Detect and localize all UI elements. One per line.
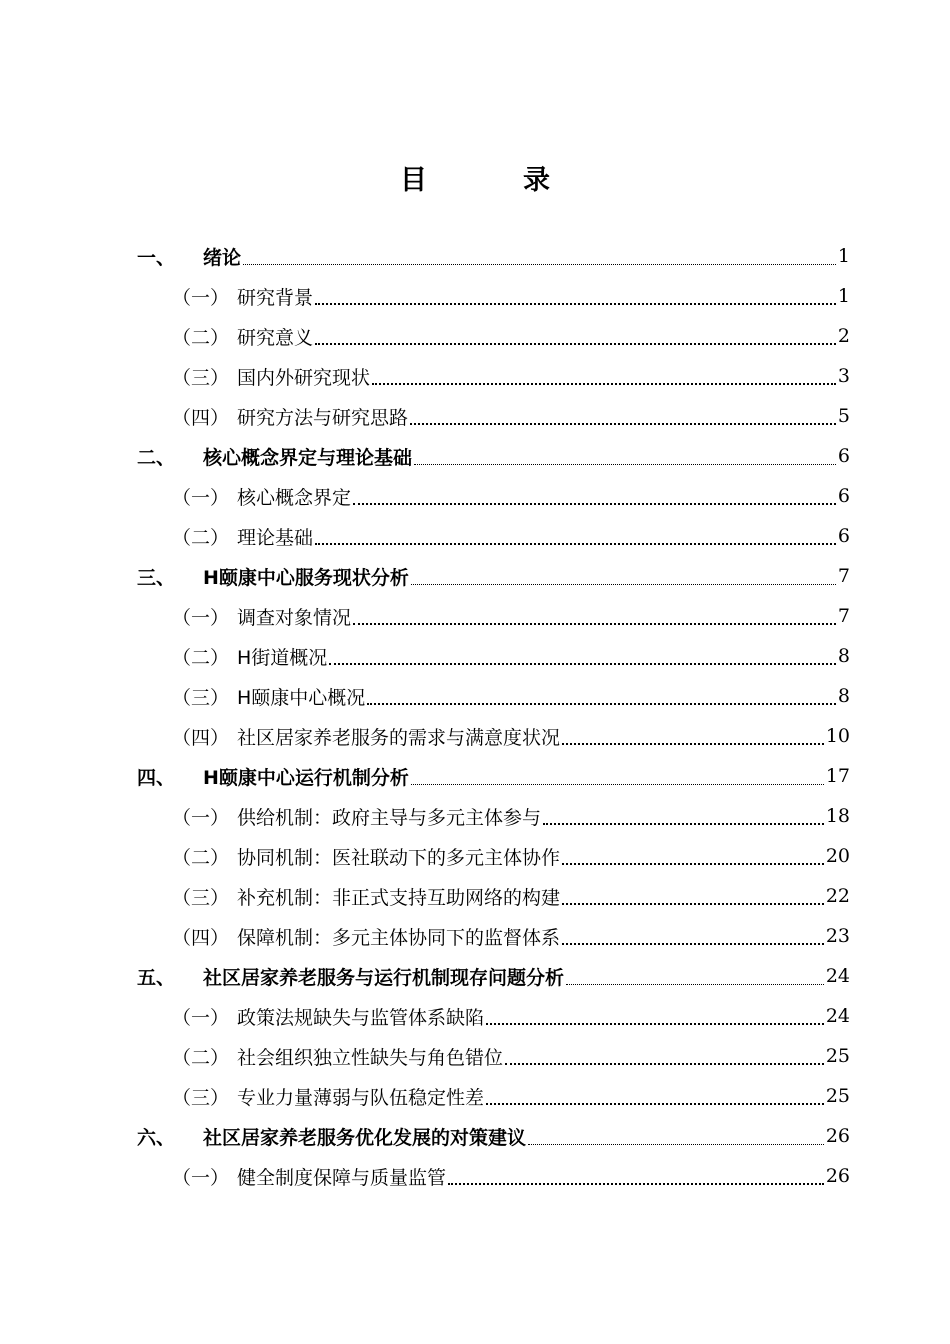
toc-page-number: 17 bbox=[825, 765, 850, 787]
toc-title-char-1: 目 bbox=[400, 165, 427, 196]
toc-entry-title: H颐康中心概况 bbox=[237, 686, 366, 709]
toc-entry-number: （二） bbox=[172, 526, 230, 549]
toc-chapter-entry[interactable] bbox=[0, 1116, 950, 1156]
toc-page-number: 3 bbox=[837, 365, 850, 387]
toc-leader-dots bbox=[353, 503, 836, 505]
toc-section-entry[interactable] bbox=[0, 1036, 950, 1076]
toc-entry-title: 政策法规缺失与监管体系缺陷 bbox=[237, 1006, 485, 1029]
toc-entry-title: H街道概况 bbox=[237, 646, 328, 669]
toc-entry-title: 社区居家养老服务与运行机制现存问题分析 bbox=[203, 966, 565, 989]
toc-chapter-entry[interactable] bbox=[0, 756, 950, 796]
toc-leader-dots bbox=[486, 1103, 824, 1105]
toc-entry-number: （三） bbox=[172, 366, 230, 389]
toc-page-number: 24 bbox=[825, 1005, 850, 1027]
toc-entry-title: 国内外研究现状 bbox=[237, 366, 371, 389]
toc-entry-number: （二） bbox=[172, 846, 230, 869]
toc-page-number: 8 bbox=[837, 685, 850, 707]
toc-section-entry[interactable] bbox=[0, 876, 950, 916]
toc-entry-number: （四） bbox=[172, 406, 230, 429]
toc-page-number: 6 bbox=[837, 485, 850, 507]
toc-section-entry[interactable] bbox=[0, 476, 950, 516]
toc-leader-dots bbox=[562, 743, 824, 745]
toc-entry-number: 五、 bbox=[137, 966, 176, 989]
toc-entry-number: （一） bbox=[172, 1166, 230, 1189]
toc-entry-number: 六、 bbox=[137, 1126, 176, 1149]
toc-section-entry[interactable] bbox=[0, 796, 950, 836]
toc-entry-number: （一） bbox=[172, 1006, 230, 1029]
toc-entry-title: 核心概念界定 bbox=[237, 486, 352, 509]
toc-leader-dots bbox=[566, 984, 824, 985]
toc-leader-dots bbox=[562, 863, 824, 865]
toc-entry-title: 供给机制：政府主导与多元主体参与 bbox=[237, 806, 542, 829]
toc-page-number: 22 bbox=[825, 885, 850, 907]
toc-entry-title: 补充机制：非正式支持互助网络的构建 bbox=[237, 886, 561, 909]
toc-section-entry[interactable] bbox=[0, 996, 950, 1036]
toc-entry-title: 社区居家养老服务优化发展的对策建议 bbox=[203, 1126, 527, 1149]
toc-leader-dots bbox=[448, 1183, 824, 1185]
toc-entry-number: （一） bbox=[172, 806, 230, 829]
toc-leader-dots bbox=[562, 943, 824, 945]
toc-entry-title: 研究方法与研究思路 bbox=[237, 406, 409, 429]
toc-entry-title: H颐康中心运行机制分析 bbox=[203, 766, 409, 789]
toc-leader-dots bbox=[372, 383, 836, 385]
toc-entry-number: （四） bbox=[172, 926, 230, 949]
toc-section-entry[interactable] bbox=[0, 516, 950, 556]
toc-chapter-entry[interactable] bbox=[0, 236, 950, 276]
toc-chapter-entry[interactable] bbox=[0, 436, 950, 476]
toc-page-number: 26 bbox=[825, 1125, 850, 1147]
toc-leader-dots bbox=[486, 1023, 824, 1025]
toc-leader-dots bbox=[410, 423, 836, 425]
toc-entry-number: （三） bbox=[172, 886, 230, 909]
toc-title-char-2: 录 bbox=[523, 165, 550, 196]
toc-leader-dots bbox=[329, 663, 836, 665]
toc-leader-dots bbox=[414, 464, 836, 465]
toc-entry-title: 保障机制：多元主体协同下的监督体系 bbox=[237, 926, 561, 949]
toc-leader-dots bbox=[411, 584, 836, 585]
toc-section-entry[interactable] bbox=[0, 676, 950, 716]
toc-page-number: 7 bbox=[837, 605, 850, 627]
toc-section-entry[interactable] bbox=[0, 916, 950, 956]
toc-page-number: 25 bbox=[825, 1085, 850, 1107]
toc-page-number: 2 bbox=[837, 325, 850, 347]
toc-entry-number: 四、 bbox=[137, 766, 176, 789]
toc-page-number: 7 bbox=[837, 565, 850, 587]
toc-entry-title: 专业力量薄弱与队伍稳定性差 bbox=[237, 1086, 485, 1109]
toc-section-entry[interactable] bbox=[0, 1076, 950, 1116]
toc-chapter-entry[interactable] bbox=[0, 956, 950, 996]
toc-entry-title: 绪论 bbox=[203, 246, 242, 269]
toc-section-entry[interactable] bbox=[0, 1156, 950, 1196]
toc-section-entry[interactable] bbox=[0, 396, 950, 436]
toc-entry-number: 三、 bbox=[137, 566, 176, 589]
toc-entry-title: 调查对象情况 bbox=[237, 606, 352, 629]
toc-page-number: 24 bbox=[825, 965, 850, 987]
toc-leader-dots bbox=[315, 543, 836, 545]
toc-page-number: 20 bbox=[825, 845, 850, 867]
toc-entry-number: （一） bbox=[172, 286, 230, 309]
toc-entry-number: （三） bbox=[172, 686, 230, 709]
toc-page-number: 6 bbox=[837, 445, 850, 467]
toc-title bbox=[0, 158, 950, 197]
toc-entry-title: 健全制度保障与质量监管 bbox=[237, 1166, 447, 1189]
toc-leader-dots bbox=[315, 303, 836, 305]
toc-entry-number: （三） bbox=[172, 1086, 230, 1109]
toc-entry-title: 社会组织独立性缺失与角色错位 bbox=[237, 1046, 504, 1069]
toc-entry-title: 核心概念界定与理论基础 bbox=[203, 446, 413, 469]
toc-section-entry[interactable] bbox=[0, 276, 950, 316]
toc-page-number: 18 bbox=[825, 805, 850, 827]
toc-entry-title: 理论基础 bbox=[237, 526, 314, 549]
toc-section-entry[interactable] bbox=[0, 836, 950, 876]
toc-entry-number: 二、 bbox=[137, 446, 176, 469]
toc-section-entry[interactable] bbox=[0, 316, 950, 356]
toc-page-number: 1 bbox=[837, 245, 850, 267]
toc-section-entry[interactable] bbox=[0, 596, 950, 636]
toc-leader-dots bbox=[243, 264, 836, 265]
toc-entry-number: （四） bbox=[172, 726, 230, 749]
toc-leader-dots bbox=[353, 623, 836, 625]
toc-leader-dots bbox=[411, 784, 824, 785]
toc-entry-number: （二） bbox=[172, 646, 230, 669]
toc-entry-number: （一） bbox=[172, 606, 230, 629]
toc-leader-dots bbox=[315, 343, 836, 345]
toc-leader-dots bbox=[505, 1063, 824, 1065]
toc-entry-title: 研究背景 bbox=[237, 286, 314, 309]
toc-page-number: 26 bbox=[825, 1165, 850, 1187]
toc-entry-title: H颐康中心服务现状分析 bbox=[203, 566, 409, 589]
toc-page-number: 10 bbox=[825, 725, 850, 747]
toc-section-entry[interactable] bbox=[0, 356, 950, 396]
toc-page-number: 1 bbox=[837, 285, 850, 307]
toc-entry-number: （二） bbox=[172, 1046, 230, 1069]
toc-entry-number: （二） bbox=[172, 326, 230, 349]
toc-entry-number: （一） bbox=[172, 486, 230, 509]
toc-leader-dots bbox=[543, 823, 824, 825]
toc-section-entry[interactable] bbox=[0, 636, 950, 676]
toc-entry-title: 研究意义 bbox=[237, 326, 314, 349]
toc-entry-title: 协同机制：医社联动下的多元主体协作 bbox=[237, 846, 561, 869]
toc-page-number: 6 bbox=[837, 525, 850, 547]
toc-chapter-entry[interactable] bbox=[0, 556, 950, 596]
table-of-contents bbox=[0, 236, 950, 1196]
toc-page-number: 5 bbox=[837, 405, 850, 427]
toc-leader-dots bbox=[528, 1144, 824, 1145]
toc-section-entry[interactable] bbox=[0, 716, 950, 756]
toc-page-number: 8 bbox=[837, 645, 850, 667]
toc-leader-dots bbox=[562, 903, 824, 905]
toc-page-number: 23 bbox=[825, 925, 850, 947]
toc-leader-dots bbox=[367, 703, 836, 705]
toc-entry-number: 一、 bbox=[137, 246, 176, 269]
toc-entry-title: 社区居家养老服务的需求与满意度状况 bbox=[237, 726, 561, 749]
toc-page-number: 25 bbox=[825, 1045, 850, 1067]
